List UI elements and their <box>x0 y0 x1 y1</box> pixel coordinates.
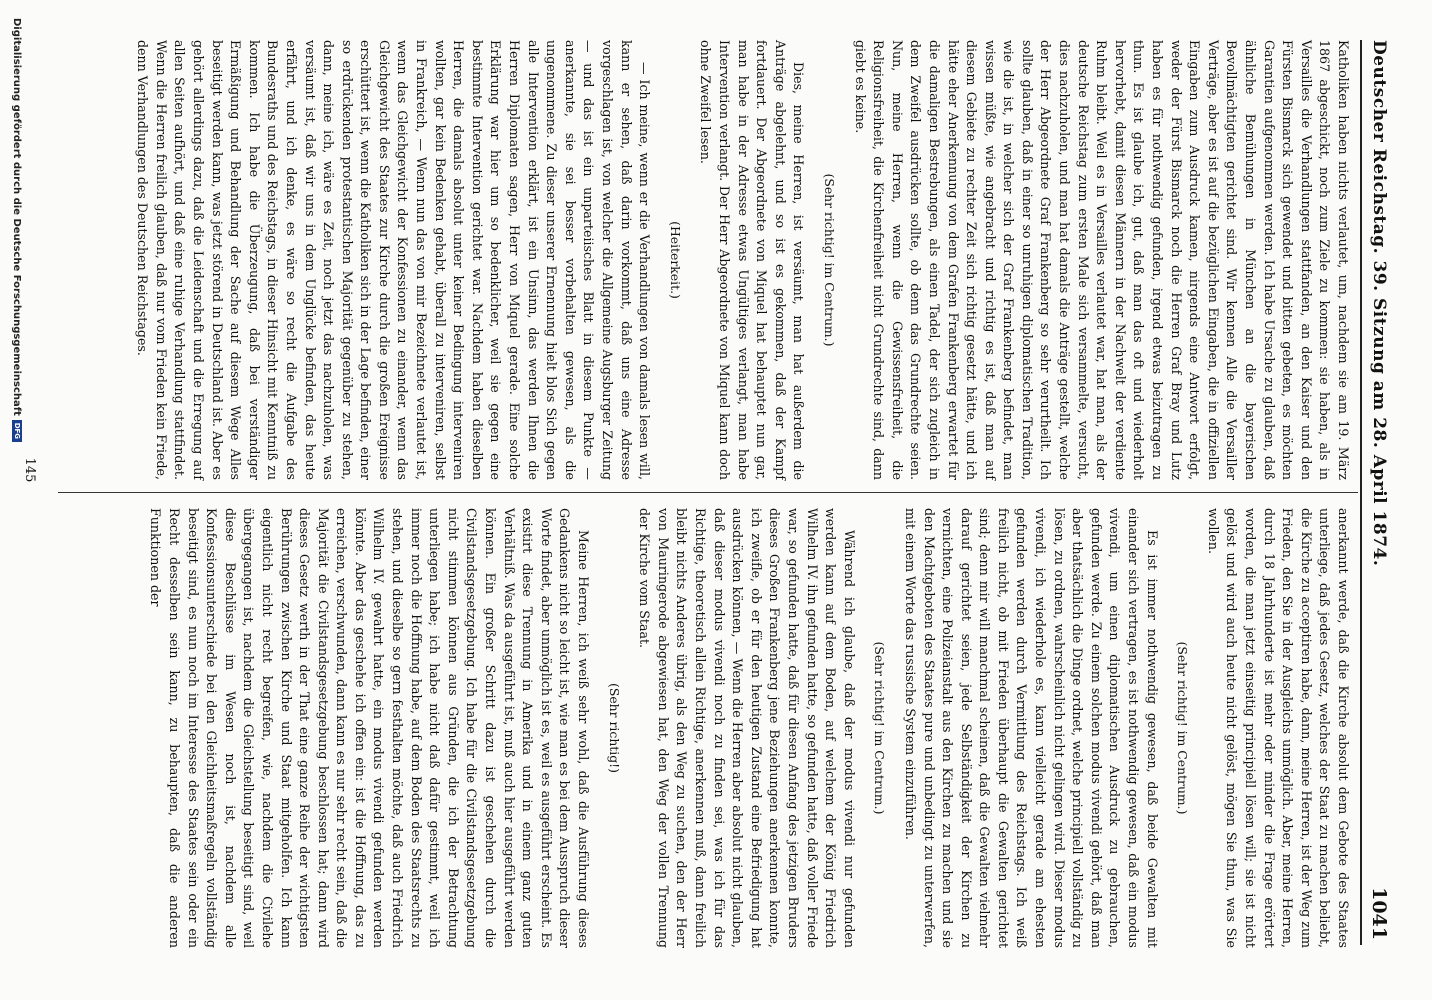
left-paragraph-3: — Ich meine, wenn er die Verhandlungen von damals lesen will, kann er sehen, daß darin vorkommt, daß uns eine Adresse vorgeschlagen ist, von welcher die Allgemeine Augsburger Zeitung — und das ist ein unparteiisches Blatt in diesem Punkte — anerkannte, sie sei besser vorbehalten gewesen, als die ungenommene. Zu dieser unserer Ernennung hielt blos Sich gegen alle Intervention erklärt, ist ein Unsinn, das werden Ihnen die Herren Diplomaten sagen, Herr von Miquel gerade. Eine solche Erklärung war hier um so bedenklicher, weil sie gegen eine bestimmte Intervention gerichtet war. Nachdem haben dieselben Herren, die damals absolut unter keiner Bedingung interveniren wollten, gar kein Bedenken gehabt, überall zu interveniren, selbst in Frankreich, — Wenn nun das von mir Bezeichnete verlautet ist, wenn das Gleichgewicht der Konfessionen zu einander, wenn das Gleichgewicht des Staates zur Kirche durch die großen Ereignisse erschüttert ist, wenn die Katholiken sich in der Lage befinden, einer so erdrückenden protestantischen Majorität gegenüber zu stehen, dann, meine ich, wäre es Zeit, noch jetzt das nachzuholen, was versäumt ist, daß wir uns in dem Unglücke befinden, das heute erfährt, und ich denke, es wäre so recht die Aufgabe des Bundesraths und des Reichstags, in dieser Hinsicht mit Kenntniß zu kommen. Ich habe die Überzeugung, daß bei verständiger Ermäßigung und Behandlung der Sache auf diesem Wege Alles beseitigt werden kann, was jetzt störend in Deutschland ist. Aber es gehört allerdings dazu, daß die Leidenschaft und die Erregung auf allen Seiten aufhört, und daß eine ruhige Verhandlung stattfindet. Wenn die Herren freilich glauben, daß nur vom Frieden kein Friede, denn Verhandlungen des Deutschen Reichstages. <box>135 40 653 480</box>
right-paragraph-2: Es ist immer nothwendig gewesen, daß beide Gewalten mit einander sich vertragen, es ist nothwendig gewesen, daß ein modus vivendi, um einen diplomatischen Ausdruck zu gebrauchen, gefunden werde. Zu einem solchen modus vivendi gehört, daß man aber thatsächlich die Dinge ordnet, welche principiell vollständig zu lösen, zu ordnen, wahrscheinlich nicht gelingen wird. Dieser modus vivendi, ich wiederhole es, kann vielleicht gerade am ehesten gefunden werden durch Vermittlung des Reichstags. Ich weiß freilich nicht, ob mit Frieden überhaupt die Gewalten gerichtet sind; denn mir will manchmal scheinen, daß die Gewalten vielmehr darauf gerichtet seien, jede Selbständigkeit der Kirchen zu vernichten, eine Polizeianstalt aus den Kirchen zu machen und sie den Machtgeboten des Staates pure und unbedingt zu unterwerfen, mit einem Worte das russische System einzuführen. <box>902 508 1160 948</box>
digitization-note <box>6 18 22 978</box>
running-title: Deutscher Reichstag. 39. Sitzung am 28. April 1874. <box>1369 40 1389 567</box>
right-paragraph-1: anerkannt werde, daß die Kirche absolut dem Gebote des Staates unterliege, daß jedes Gesetz, welches der Staat zu machen beliebt, die Kirche zu acceptiren habe, dann, meine Herren, ist der Weg zum Frieden, den Sie in der Ausgleichs unmöglich. Aber, meine Herren, durch 18 Jahrhunderte ist mehr oder minder die Frage erörtert worden, die man jetzt einseitig principiell lösen will; sie ist nicht gelöst und wird auch heute nicht gelöst, mögen Sie thun, was Sie wollen. <box>1205 508 1351 948</box>
column-divider <box>58 492 1358 493</box>
right-interjection-3: (Sehr richtig!) <box>606 683 622 773</box>
dfg-logo-icon: DFG <box>12 420 22 442</box>
right-paragraph-4: Meine Herren, ich weiß sehr wohl, daß die Ausführung dieses Gedankens nicht so leicht ist, wie man es bei dem Ausspruch dieser Worte findet, aber unmöglich ist es, weil es ausgeführt erscheint. Es existirt diese Trennung in Amerika und in einem ganz guten Verhältniß. Was da ausgeführt ist, muß auch hier ausgeführt werden können. Ein großer Schritt dazu ist geschehen durch die Civilstandsgesetzgebung. Ich habe für die Civilstandsgesetzgebung nicht stimmen können aus Gründen, die ich der Betrachtung unterliegen habe; ich habe nicht daß dafür gestimmt, weil ich immer noch die Hoffnung habe, auf dem Boden des Staatsrechts zu stehen, und dieselbe so gern festhalten möchte, daß auch Friedrich Wilhelm IV. gewahrt hatte, ein modus vivendi gefunden werden könnte. Aber das geschehe ich offen ein: ist die Hoffnung, das zu erreichen, verschwunden, dann kann es nur sehr recht sein, daß die Majorität die Civilstandsgesetzgebung beschlossen hat; dann wird dieses Gesetz werth in der That eine ganze Reihe der wichtigsten Berührungen zwischen Kirche und Staat mitgeholfen. Ich kann eigentlich nicht recht begreifen, wie, nachdem die Civilehe übergegangen ist, nachdem die Gleichstellung beseitigt sind, weil diese Beschlüsse im Wesen noch ist, nachdem alle Konfessionsunterschiede bei den Gleichheitsmaßregeln vollständig beseitigt sind, es nun noch im Interesse des Staates sein oder ein Recht desselben sein kann, zu behaupten, daß die anderen Funktionen der <box>148 508 592 948</box>
right-interjection-1: (Sehr richtig! im Centrum.) <box>1175 641 1191 815</box>
digitization-text: Digitalisierung gefördert durch die Deutsche Forschungsgemeinschaft <box>11 18 22 416</box>
left-column <box>133 40 1352 480</box>
left-interjection-1: (Sehr richtig! im Centrum.) <box>821 173 837 347</box>
page-header <box>1364 40 1394 940</box>
header-rule <box>1360 40 1362 945</box>
page-number: 1041 <box>1368 887 1390 940</box>
page-mark: 145 <box>22 457 37 483</box>
left-paragraph-2: Dies, meine Herren, ist versäumt, man hat außerdem die Anträge abgelehnt, und so ist es gekommen, daß der Kampf fortdauert. Der Abgeordnete von Miquel hat behauptet nun gar, man habe in der Adresse etwas Ungültiges verlangt, man habe Intervention verlangt. Der Herr Abgeordnete von Miquel kann doch ohne Zweifel lesen. <box>698 40 807 480</box>
right-interjection-2: (Sehr richtig! im Centrum.) <box>872 641 888 815</box>
right-column <box>146 508 1352 948</box>
left-paragraph-1: Katholiken haben nichts verlautet, um, nachdem sie am 19. März 1867 abgeschickt, noch zum Ziele zu kommen: sie haben, als in Versailles die Verhandlungen stattfanden, an den Kaiser und den Fürsten Bismarck sich gewendet und bitten gebeten, es möchten Garantien aufgenommen werden. Ich habe Ursache zu glauben, daß ähnliche Bemühungen in München an die bayerischen Bevollmächtigten gerichtet sind. Wir kennen Alle die Versailler Verträge, aber es ist auf die bezüglichen Eingaben, die in offiziellen Eingaben zum Ausdruck kamen, nirgends eine Antwort erfolgt, weder der Fürst Bismarck noch die Herren Graf Bray und Lutz haben es für nothwendig gefunden, irgend etwas beizutragen zu thun. Es ist glaube ich, gut, daß man das oft und wiederholt hervorhebt, damit diesen Männern in der Nachwelt der verdiente Ruhm bleibt. Weil es in Versailles verlautet war, hat man, als der deutsche Reichstag zum ersten Male sich versammelte, versucht, dies nachzuholen, und man hat damals die Anträge gestellt, welche der Herr Abgeordnete Graf Frankenberg so sehr verurtheilt. Ich sollte glauben, daß in einer so unruhigen diplomatischen Tradition, wie die ist, in welcher sich der Graf Frankenberg befindet, man wissen müßte, wie angebracht und richtig es ist, daß man auf diesem Gebiete zu rechter Zeit sich richtig gesetzt hätte, und ich hätte eher Anerkennung von dem Grafen Frankenberg erwartet für die damaligen Bestrebungen, als einen Tadel, der sich zugleich in dem Zweifel ausdrücken sollte, ob denn das Grundrechte seien. Nun, meine Herren, wenn die Gewissensfreiheit, die Religionsfreiheit, die Kirchenfreiheit nicht Grundrechte sind, dann giebt es keine. <box>852 40 1351 480</box>
right-paragraph-3: Während ich glaube, daß der modus vivendi nur gefunden werden kann auf dem Boden, auf welchem der König Friedrich Wilhelm IV. ihn gefunden hatte, so gefunden hatte, daß voller Friede war, so gefunden hatte, daß für diesen Anfang des jetzigen Bruders dieses Großen Frankenberg jene Beziehungen anerkennen konnte, ich zweifle, ob er für den heutigen Zustand eine Befriedigung hat ausdrücken können, — Wenn die Herren aber absolut nicht glauben, daß dieser modus vivendi noch zu finden sei, was ich für das Richtige, theoretisch allein Richtige, anerkennen muß, dann freilich bleibt nichts Anderes übrig, als den Weg zu suchen, den der Herr von Mauringerode abgewiesen hat, den Weg der vollen Trennung der Kirche vom Staat. <box>637 508 857 948</box>
left-interjection-2: (Heiterkeit.) <box>667 221 683 299</box>
